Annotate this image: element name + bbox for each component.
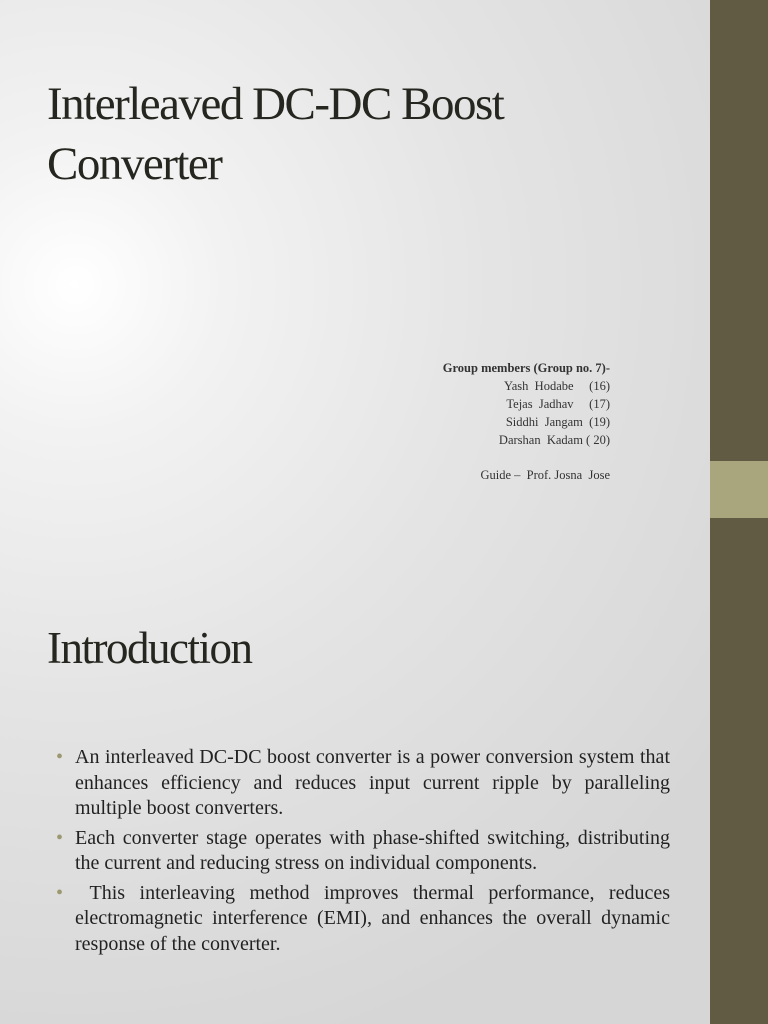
guide-name: Guide – Prof. Josna Jose bbox=[480, 468, 610, 482]
bullet-item bbox=[56, 826, 670, 877]
group-members-block bbox=[443, 359, 610, 484]
slide-title: Interleaved DC-DC Boost Converter bbox=[47, 78, 504, 190]
member-item: Siddhi Jangam (19) bbox=[505, 415, 610, 429]
bullet-item bbox=[56, 745, 670, 822]
bullet-text: This interleaving method improves thermal performance, reduces electromagnetic interference (EMI), and enhances the overall dynamic response of the converter. bbox=[75, 881, 676, 955]
bullet-item bbox=[56, 881, 676, 958]
member-item: Yash Hodabe (16) bbox=[503, 379, 610, 393]
bullet-list bbox=[56, 745, 676, 961]
members-heading: Group members (Group no. 7)- bbox=[442, 361, 610, 375]
member-item: Darshan Kadam ( 20) bbox=[498, 433, 610, 447]
sidebar-accent-block bbox=[710, 461, 768, 518]
bullet-dot-icon: • bbox=[56, 881, 64, 904]
bullet-dot-icon: • bbox=[56, 746, 64, 768]
member-item: Tejas Jadhav (17) bbox=[506, 397, 610, 411]
bullet-text: An interleaved DC-DC boost converter is a power conversion system that enhances efficiency and reduces input current ripple by paralleling multiple boost converters. bbox=[75, 746, 670, 819]
bullet-dot-icon: • bbox=[56, 826, 64, 849]
bullet-text: Each converter stage operates with phase-shifted switching, distributing the current and reducing stress on individual components. bbox=[75, 826, 670, 874]
section-title: Introduction bbox=[47, 623, 252, 673]
